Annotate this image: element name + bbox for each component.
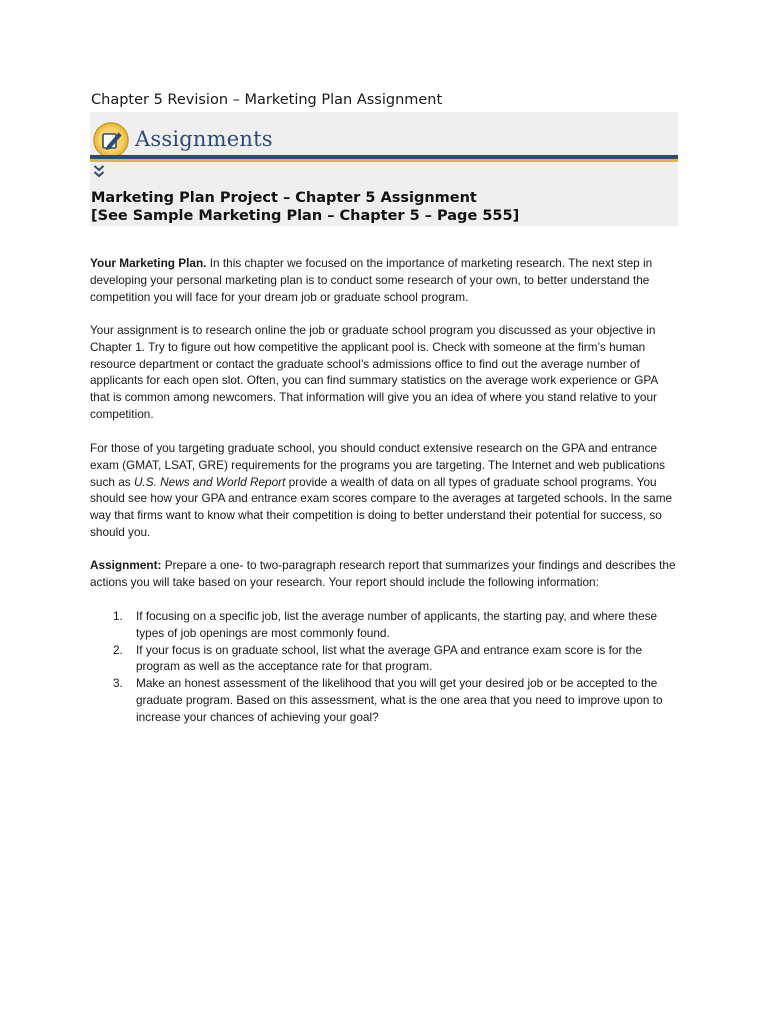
paragraph-graduate-school	[90, 440, 680, 541]
document-title: Chapter 5 Revision – Marketing Plan Assignment	[91, 92, 443, 108]
assignment-header	[90, 112, 678, 226]
paragraph-assignment	[90, 557, 680, 591]
list-item-text: Make an honest assessment of the likelihood that you will get your desired job or be accepted to the graduate program. Based on this assessment, what is the one area that you need to improve upon to increase your chances of achieving your goal?	[136, 676, 663, 724]
double-chevron-down-icon[interactable]	[93, 164, 105, 178]
paragraph-assignment-research	[90, 322, 680, 423]
list-item-number: 2.	[113, 642, 123, 657]
paragraph-text: Prepare a one- to two-paragraph research report that summarizes your findings and describes the actions you will take based on your research. Your report should include the following information:	[90, 558, 676, 589]
paragraph-marketing-plan	[90, 255, 680, 305]
list-item-number: 1.	[113, 609, 123, 623]
paragraph-text: provide a wealth of data on all types of graduate school programs. You should see how your GPA and entrance exam scores compare to the averages at targeted schools. In the same way that firms want to know what their competition is doing to better understand their potential for success, so should you.	[90, 474, 673, 539]
list-item-number: 3.	[113, 676, 123, 691]
paragraph-lead: Assignment:	[90, 558, 162, 572]
project-heading-line1: Marketing Plan Project – Chapter 5 Assignment	[91, 190, 477, 206]
list-item	[90, 642, 680, 676]
list-item	[90, 608, 680, 642]
paragraph-text: For those of you targeting graduate school, you should conduct extensive research on the GPA and entrance exam (GMAT, LSAT, GRE) requirements for the programs you are targeting. The Internet and web publications such as	[90, 441, 666, 489]
assignment-steps-list	[90, 608, 680, 726]
banner-accent-rule	[90, 159, 678, 162]
paragraph-lead: Your Marketing Plan.	[90, 256, 207, 270]
list-item-text: If your focus is on graduate school, list what the average GPA and entrance exam score is for the program as well as the acceptance rate for that program.	[136, 642, 643, 674]
project-heading	[91, 189, 519, 225]
publication-title: U.S. News and World Report	[133, 474, 286, 489]
list-item	[90, 675, 680, 725]
list-item-text: If focusing on a specific job, list the average number of applicants, the starting pay, and where these types of job openings are most commonly found.	[136, 609, 658, 640]
paragraph-text: In this chapter we focused on the importance of marketing research. The next step in developing your personal marketing plan is to conduct some research of your own, to better understand the competition you will face for your dream job or graduate school program.	[90, 256, 653, 304]
assignments-banner	[90, 112, 678, 160]
pencil-note-icon	[93, 122, 129, 158]
paragraph-text: Your assignment is to research online the job or graduate school program you discussed as your objective in Chapter 1. Try to figure out how competitive the applicant pool is. Check with someone at the firm’s human resource department or contact the graduate school’s admissions office to find out the average number of applicants for each open slot. Often, you can find summary statistics on the average work experience or GPA that is common among newcomers. That information will give you an idea of where you stand relative to your competition.	[90, 323, 658, 421]
assignments-banner-label: Assignments	[135, 127, 273, 151]
project-heading-line2: [See Sample Marketing Plan – Chapter 5 – Page 555]	[91, 208, 520, 224]
